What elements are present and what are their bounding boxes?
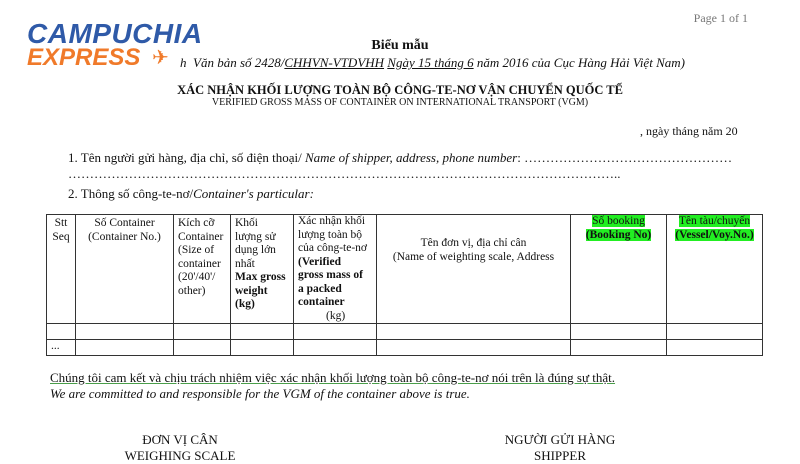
header-vessel: Tên tàu/chuyến (Vessel/Voy.No.) bbox=[667, 215, 763, 324]
cell[interactable] bbox=[47, 324, 76, 340]
table-row bbox=[47, 324, 763, 340]
header-seq: Stt Seq bbox=[47, 215, 76, 324]
section1-dots: : ………………………………………… bbox=[517, 150, 733, 165]
ref-suffix: năm 2016 của Cục Hàng Hải Việt Nam) bbox=[473, 55, 685, 70]
cell[interactable] bbox=[377, 324, 571, 340]
cell[interactable] bbox=[571, 340, 667, 356]
title-en: VERIFIED GROSS MASS OF CONTAINER ON INTERNATIONAL TRANSPORT (VGM) bbox=[211, 97, 589, 108]
airplane-icon: ✈ bbox=[152, 47, 169, 69]
form-title: Biểu mẫu bbox=[371, 38, 429, 53]
ref-date: Ngày 15 tháng 6 bbox=[387, 55, 474, 70]
logo-line1: CAMPUCHIA bbox=[27, 18, 203, 49]
cell[interactable] bbox=[231, 324, 294, 340]
header-max-weight: Khối lượng sử dụng lớn nhất Max gross weight (kg) bbox=[231, 215, 294, 324]
section2-label-en: Container's particular: bbox=[193, 186, 314, 201]
cell[interactable] bbox=[231, 340, 294, 356]
section1-label-en: Name of shipper, address, phone number bbox=[305, 150, 518, 165]
date-line: , ngày tháng năm 20 bbox=[640, 124, 738, 138]
logo-line2: EXPRESS bbox=[27, 44, 141, 71]
commitment-en: We are committed to and responsible for the VGM of the container above is true. bbox=[50, 386, 470, 401]
header-container-no: Số Container (Container No.) bbox=[76, 215, 174, 324]
title-vi: XÁC NHẬN KHỐI LƯỢNG TOÀN BỘ CÔNG-TE-NƠ VẬN CHUYỂN QUỐC TẾ bbox=[177, 83, 623, 97]
cell[interactable] bbox=[294, 324, 377, 340]
table-row bbox=[47, 340, 763, 356]
ref-code: CHHVN-VTDVHH bbox=[284, 55, 385, 70]
signature-weighing-scale: ĐƠN VỊ CÂN WEIGHING SCALE bbox=[124, 432, 236, 463]
cell[interactable] bbox=[174, 324, 231, 340]
commitment-vi: Chúng tôi cam kết và chịu trách nhiệm việc xác nhận khối lượng toàn bộ công-te-nơ nói trên là đúng sự thật. bbox=[50, 370, 616, 385]
cell[interactable] bbox=[76, 324, 174, 340]
reference-line bbox=[180, 55, 685, 71]
section1-dots-line: ……………………………………………………………………………………………………………….. bbox=[68, 166, 621, 181]
cell[interactable]: ... bbox=[47, 340, 76, 356]
page-indicator: Page 1 of 1 bbox=[693, 11, 748, 25]
signature-shipper: NGƯỜI GỬI HÀNG SHIPPER bbox=[504, 432, 616, 463]
section-container bbox=[68, 186, 314, 202]
header-size: Kích cỡ Container (Size of container (20'/40'/ other) bbox=[174, 215, 231, 324]
section2-label: 2. Thông số công-te-nơ/ bbox=[68, 186, 194, 201]
cell[interactable] bbox=[667, 340, 763, 356]
cell[interactable] bbox=[667, 324, 763, 340]
cell[interactable] bbox=[76, 340, 174, 356]
cell[interactable] bbox=[571, 324, 667, 340]
cell[interactable] bbox=[294, 340, 377, 356]
ref-doc: Văn bản số 2428/ bbox=[193, 55, 285, 70]
header-vgm: Xác nhận khối lượng toàn bộ của công-te-nơ (Verified gross mass of a packed container (kg) bbox=[294, 215, 377, 324]
section1-label: 1. Tên người gửi hàng, địa chỉ, số điện thoại/ bbox=[68, 150, 305, 165]
container-table bbox=[46, 214, 763, 356]
header-booking: Số booking (Booking No) bbox=[571, 215, 667, 324]
cell[interactable] bbox=[174, 340, 231, 356]
section-shipper bbox=[68, 150, 732, 166]
ref-prefix: h bbox=[180, 55, 187, 70]
cell[interactable] bbox=[377, 340, 571, 356]
table-header-row bbox=[47, 215, 763, 324]
header-scale: Tên đơn vị, địa chỉ cân (Name of weighting scale, Address bbox=[377, 215, 571, 324]
